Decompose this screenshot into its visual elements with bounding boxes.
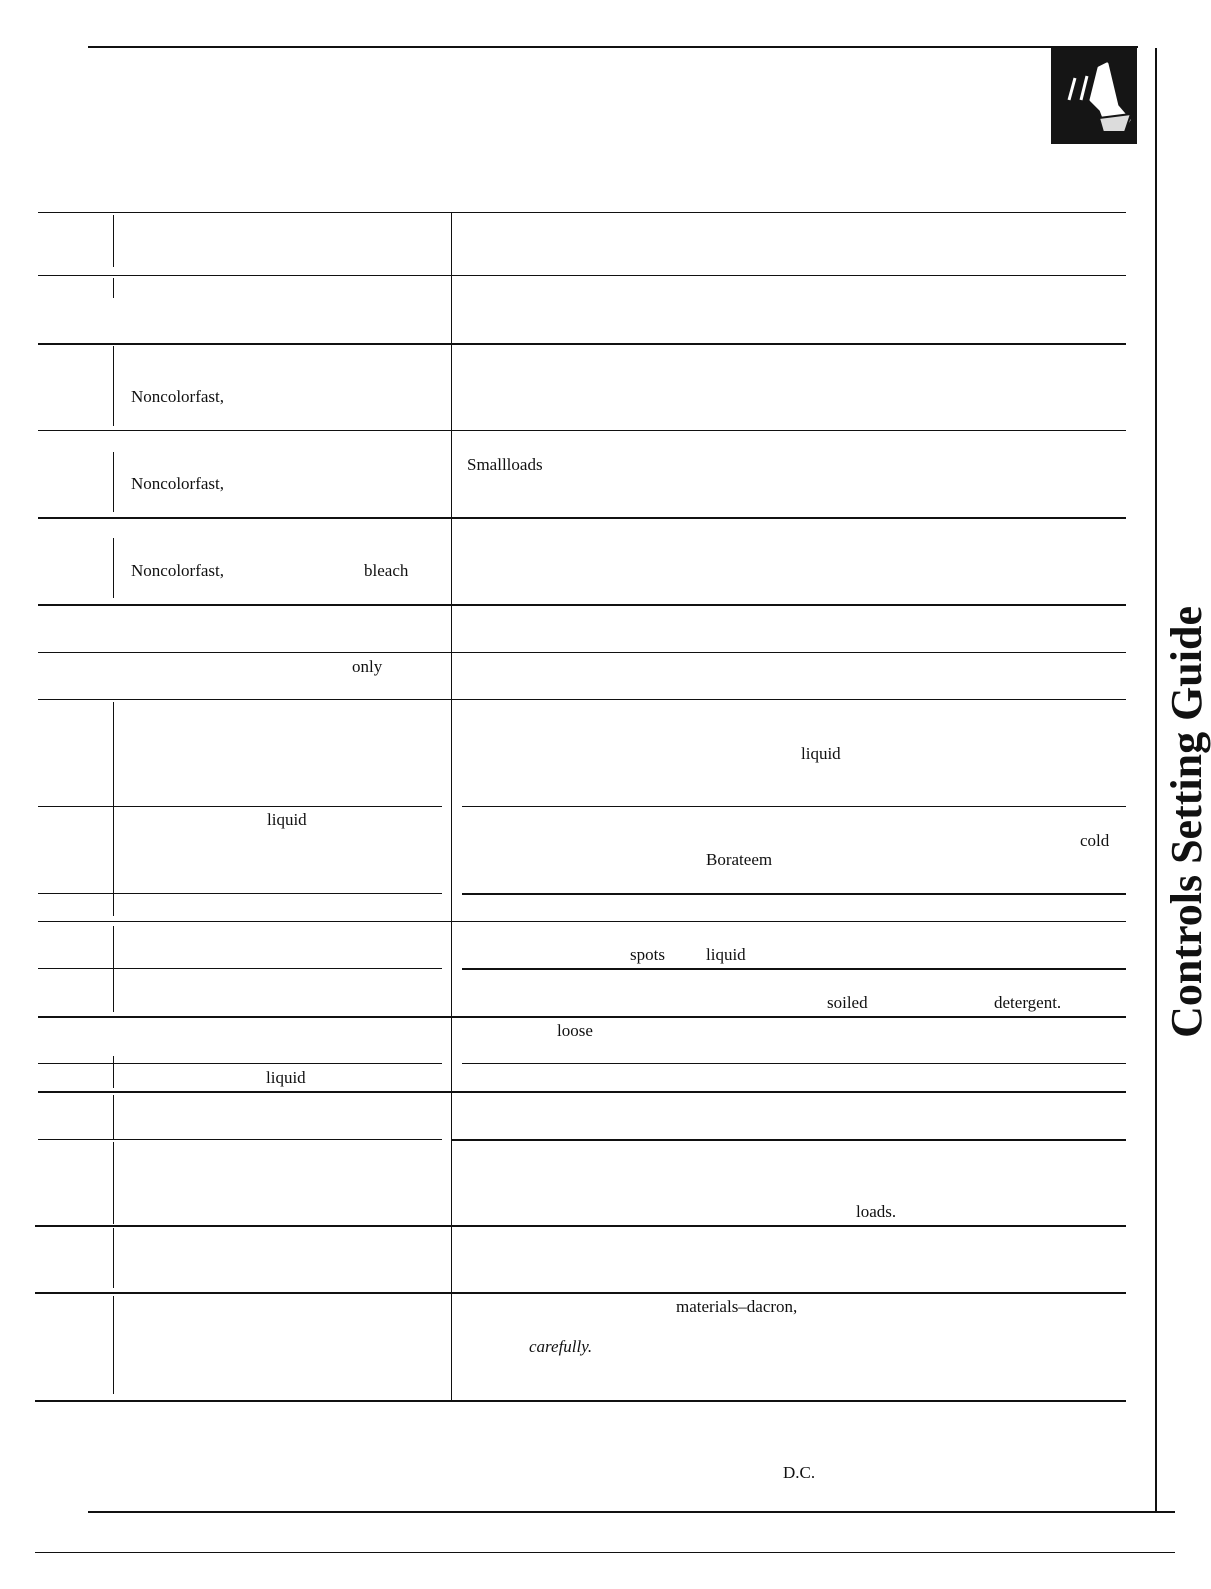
table-rule bbox=[38, 517, 1126, 519]
column-divider bbox=[451, 212, 452, 1402]
row-marker bbox=[113, 346, 114, 426]
row-marker bbox=[113, 1296, 114, 1394]
table-rule bbox=[38, 968, 442, 969]
table-rule bbox=[38, 275, 1126, 276]
table-rule bbox=[452, 1139, 1126, 1141]
table-rule bbox=[38, 343, 1126, 345]
cell-text: Borateem bbox=[706, 850, 773, 869]
cell-text: spots bbox=[630, 945, 665, 964]
cell-text: liquid bbox=[801, 744, 841, 763]
row-marker bbox=[113, 926, 114, 1012]
table-rule bbox=[35, 1225, 1126, 1227]
side-title bbox=[1162, 606, 1211, 1038]
cell-text: bleach bbox=[364, 561, 409, 580]
table-rule bbox=[35, 1292, 1126, 1294]
table-rule bbox=[38, 1016, 1126, 1018]
cell-text: cold bbox=[1080, 831, 1110, 850]
cell-text: loose bbox=[557, 1021, 593, 1040]
row-marker bbox=[113, 1056, 114, 1088]
table-rule bbox=[38, 1091, 1126, 1093]
table-rule bbox=[38, 212, 1126, 213]
table-rule bbox=[462, 893, 1126, 895]
table-rule bbox=[38, 1139, 442, 1140]
cell-text: only bbox=[352, 657, 383, 676]
top-rule bbox=[88, 46, 1138, 48]
table-rule bbox=[38, 604, 1126, 606]
table-rule bbox=[462, 968, 1126, 970]
table-rule bbox=[38, 699, 1126, 700]
table-rule bbox=[462, 806, 1126, 807]
cell-text: detergent. bbox=[994, 993, 1062, 1012]
table-rule bbox=[38, 806, 442, 807]
row-marker bbox=[113, 278, 114, 298]
row-marker bbox=[113, 215, 114, 267]
bottom-rule bbox=[88, 1511, 1175, 1513]
right-margin-rule bbox=[1155, 48, 1157, 1512]
cell-text: liquid bbox=[706, 945, 746, 964]
page-bottom-rule bbox=[35, 1552, 1175, 1553]
cell-text: Noncolorfast, bbox=[131, 474, 225, 493]
table-rule bbox=[38, 1063, 442, 1064]
cell-text: Noncolorfast, bbox=[131, 387, 225, 406]
table-rule bbox=[38, 921, 1126, 922]
cell-text: Smallloads bbox=[467, 455, 543, 474]
row-marker bbox=[113, 1228, 114, 1288]
hand-pressing-button-icon bbox=[1051, 48, 1137, 144]
side-title-text: Controls Setting Guide bbox=[1162, 606, 1211, 1038]
row-marker bbox=[113, 452, 114, 512]
cell-text: liquid bbox=[267, 810, 307, 829]
cell-text: loads. bbox=[856, 1202, 897, 1221]
cell-text: materials–dacron, bbox=[676, 1297, 798, 1316]
table-rule bbox=[462, 1063, 1126, 1064]
row-marker bbox=[113, 1095, 114, 1139]
table-rule bbox=[38, 652, 1126, 653]
cell-text: Noncolorfast, bbox=[131, 561, 225, 580]
row-marker bbox=[113, 1142, 114, 1224]
row-marker bbox=[113, 538, 114, 598]
cell-text: liquid bbox=[266, 1068, 306, 1087]
cell-text: carefully. bbox=[529, 1337, 593, 1356]
footer-text: D.C. bbox=[783, 1463, 816, 1482]
row-marker bbox=[113, 702, 114, 916]
table-rule bbox=[38, 430, 1126, 431]
table-rule bbox=[35, 1400, 1126, 1402]
cell-text: soiled bbox=[827, 993, 868, 1012]
table-rule bbox=[38, 893, 442, 894]
